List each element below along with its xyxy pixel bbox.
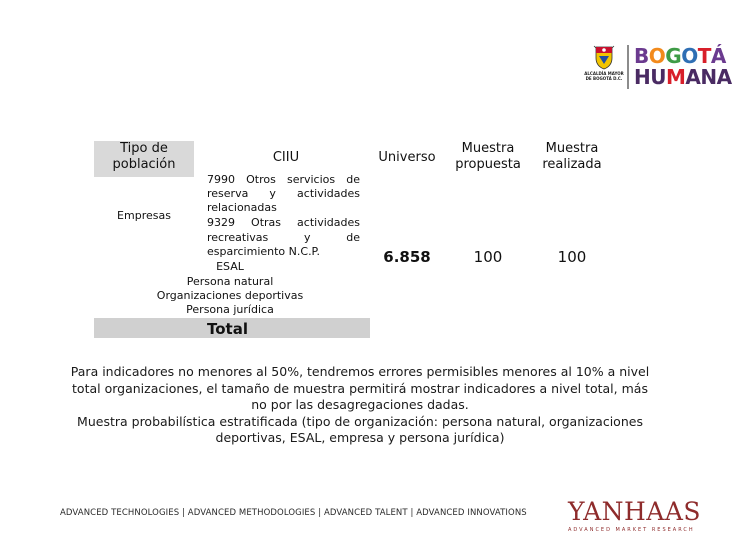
header-tipo-poblacion: Tipo de población	[112, 141, 176, 172]
header-muestra-realizada: Muestra realizada	[542, 141, 602, 172]
note-line: Para indicadores no menores al 50%, tendremos errores permisibles menores al 10% a nivel	[70, 364, 650, 379]
cell-universo: 6.858	[383, 248, 431, 266]
note-line: deportivas, ESAL, empresa y persona jurídica)	[215, 430, 505, 445]
note-line: total organizaciones, el tamaño de muestra permitirá mostrar indicadores a nivel total, más	[72, 380, 648, 396]
yanhaas-logo	[568, 498, 702, 538]
brand-word2: H U M A N A	[634, 65, 732, 89]
ciiu-line: Persona jurídica	[186, 303, 274, 316]
ciiu-line: Persona natural	[186, 275, 274, 288]
ciiu-line: Organizaciones deportivas	[156, 289, 304, 302]
header-ciiu: CIIU	[272, 150, 300, 165]
ciiu-line: 7990 Otros servicios de	[207, 173, 360, 186]
note-line: no por las desagregaciones dadas.	[251, 397, 469, 412]
methodology-note	[62, 364, 658, 447]
brand-word1: B O G O T Á	[634, 44, 726, 68]
cell-tipo-empresas: Empresas	[117, 209, 171, 222]
header-universo: Universo	[378, 150, 436, 165]
ciiu-line: relacionadas	[207, 201, 277, 214]
ciiu-line: recreativas y de	[207, 231, 360, 244]
note-line: Muestra probabilística estratificada (tipo de organización: persona natural, organizaciones	[77, 413, 643, 429]
ciiu-line: ESAL	[216, 260, 244, 273]
seal-label: ALCALDÍA MAYOR DE BOGOTÁ D.C.	[584, 71, 624, 81]
yanhaas-logo-subtitle: ADVANCED MARKET RESEARCH	[568, 527, 695, 533]
footer-tagline: ADVANCED TECHNOLOGIES | ADVANCED METHODOLOGIES | ADVANCED TALENT | ADVANCED INNOVATIONS	[60, 508, 527, 518]
yanhaas-logo-name: YANHAAS	[568, 497, 702, 526]
cell-muestra-realizada: 100	[557, 248, 587, 266]
cell-muestra-propuesta: 100	[473, 248, 503, 266]
ciiu-line: 9329 Otras actividades	[207, 216, 360, 229]
ciiu-line: esparcimiento N.C.P.	[207, 245, 320, 258]
ciiu-line: reserva y actividades	[207, 187, 360, 200]
header-muestra-propuesta: Muestra propuesta	[455, 141, 521, 172]
total-label: Total	[207, 320, 248, 338]
